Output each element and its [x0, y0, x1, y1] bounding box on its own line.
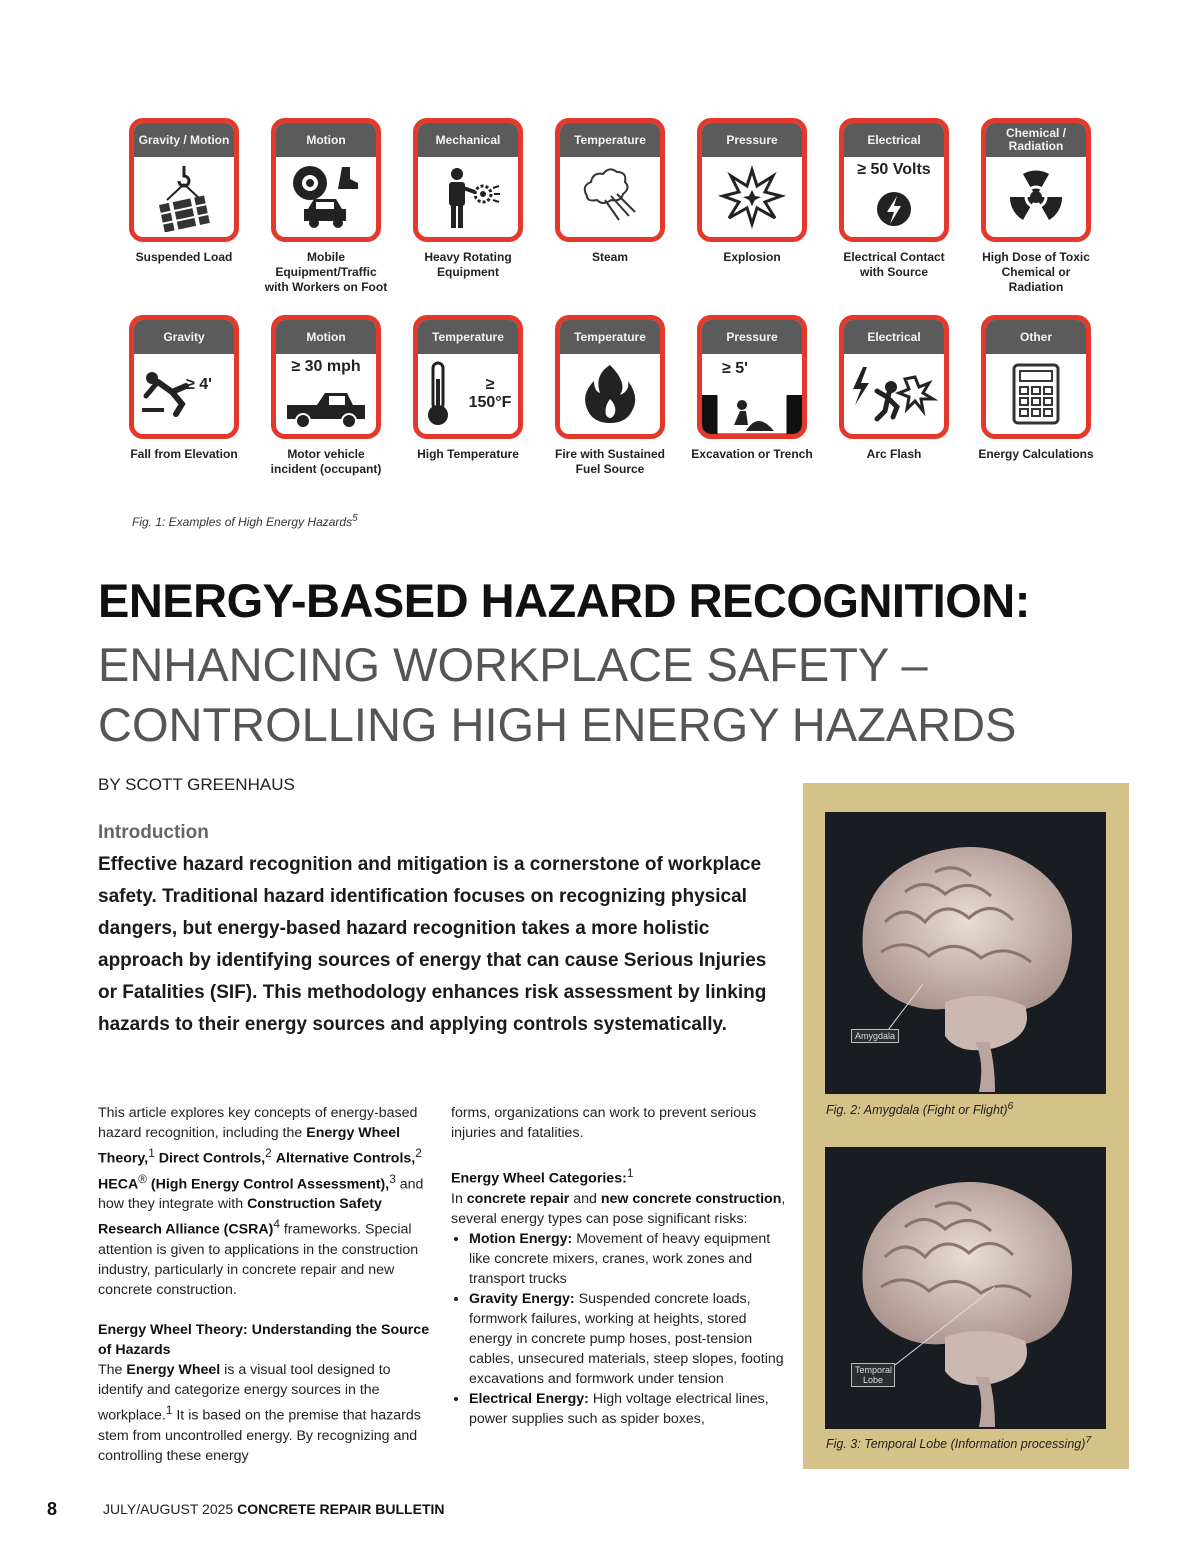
hazard-category: Temperature [418, 320, 518, 354]
paragraph: forms, organizations can work to prevent serious injuries and fatalities. [451, 1105, 757, 1141]
brain-temporal-lobe-image [825, 1147, 1106, 1429]
arc-flash-icon [849, 359, 939, 429]
explosion-icon [717, 162, 787, 232]
mobile-equipment-icon [286, 161, 366, 233]
article-title: ENERGY-BASED HAZARD RECOGNITION: [98, 574, 1030, 627]
hazard-card [839, 315, 949, 439]
page-number: 8 [47, 1499, 58, 1519]
body-column-1 [98, 1103, 438, 1486]
thermometer-icon [423, 359, 453, 429]
hazard-card [839, 118, 949, 242]
hazard-spec: ≥ 50 Volts [857, 161, 931, 178]
hazard-card [413, 118, 523, 242]
hazard-caption: Steam [591, 250, 629, 264]
hazard-category: Electrical [844, 320, 944, 354]
hazard-caption: Heavy Rotating Equipment [424, 250, 512, 279]
hazard-card [697, 118, 807, 242]
hazard-rotating-equipment [406, 118, 530, 280]
paragraph: The Energy Wheel is a visual tool designed to identify and categorize energy sources in the workplace.$^1$ It is based on the premise that hazards stem from uncontrolled energy. By recognizing and controlling these energy [98, 1362, 421, 1464]
section-heading-introduction: Introduction [98, 822, 209, 843]
hazard-card [697, 315, 807, 439]
hazard-spec: ≥ 30 mph [291, 358, 361, 375]
hazard-card [129, 315, 239, 439]
footnote-ref: 5 [352, 513, 358, 524]
lead-paragraph: Effective hazard recognition and mitigation is a cornerstone of workplace safety. Traditional hazard identification focuses on recognizing physical dangers, but energy-based hazard recognition takes a more holistic approach by identifying sources of energy that can cause Serious Injuries or Fatalities (SIF). This methodology enhances risk assessment by linking hazards to their energy sources and applying controls systematically. [98, 854, 767, 1035]
hazard-caption: Excavation or Trench [691, 447, 813, 461]
paragraph: In concrete repair and new concrete construction, several energy types can pose significant risks: [451, 1190, 786, 1227]
paragraph: This article explores key concepts of energy-based hazard recognition, including the Energy Wheel Theory,$^1$ Direct Controls,$^2$ Alternative Controls,$^2$ HECA® (High Energy Control Assessment),$^3$ and how they integrate with Construction Safety Research Alliance (CSRA)$^4$ frameworks. Special attention is given to applications in the construction industry, particularly in concrete repair and new concrete construction. [98, 1105, 424, 1299]
hazard-steam [548, 118, 672, 265]
hazard-category: Temperature [560, 123, 660, 157]
hazard-high-temperature [406, 315, 530, 462]
hazard-arc-flash [832, 315, 956, 462]
hazard-category: Mechanical [418, 123, 518, 157]
article-subtitle: ENHANCING WORKPLACE SAFETY – CONTROLLING HIGH ENERGY HAZARDS [98, 638, 1017, 751]
hazard-card [981, 118, 1091, 242]
hazard-category: Motion [276, 320, 376, 354]
fire-icon [575, 359, 645, 429]
hazard-motor-vehicle [264, 315, 388, 477]
hazard-card [271, 315, 381, 439]
subheading: Energy Wheel Theory: Understanding the Source of Hazards [98, 1322, 430, 1359]
hazard-caption: Arc Flash [866, 447, 922, 461]
hazard-excavation [690, 315, 814, 462]
hazard-caption: Motor vehicle incident (occupant) [270, 447, 382, 476]
hazard-category: Gravity / Motion [134, 123, 234, 157]
hazard-caption: Explosion [723, 250, 781, 264]
hazard-suspended-load [122, 118, 246, 265]
hazard-spec: ≥ 4' [186, 376, 212, 393]
hazard-caption: Fall from Elevation [130, 447, 238, 461]
figure-sidebar [803, 783, 1129, 1469]
paragraph: Energy Wheel Categories:$^1$ [451, 1166, 634, 1187]
hazard-chemical-radiation [974, 118, 1098, 295]
temporal-lobe-label: Temporal Lobe [851, 1363, 895, 1387]
truck-icon [283, 383, 369, 433]
hazard-card [555, 118, 665, 242]
hazard-card [413, 315, 523, 439]
hazard-category: Chemical / Radiation [986, 123, 1086, 157]
byline: BY SCOTT GREENHAUS [98, 775, 295, 794]
hazard-category: Other [986, 320, 1086, 354]
hazard-caption: High Dose of Toxic Chemical or Radiation [982, 250, 1090, 294]
hazard-explosion [690, 118, 814, 265]
hazard-caption: Energy Calculations [978, 447, 1094, 461]
calculator-icon [1006, 361, 1066, 427]
hazard-category: Gravity [134, 320, 234, 354]
hazard-card [555, 315, 665, 439]
brain-icon [825, 812, 1106, 1094]
hazard-fall-from-elevation [122, 315, 246, 462]
list-item: • Motion Energy: Movement of heavy equipment like concrete mixers, cranes, work zones and transport trucks [469, 1229, 786, 1289]
falling-person-icon [138, 364, 208, 424]
hazard-spec: ≥ 150°F [468, 376, 512, 411]
paragraph [98, 1320, 438, 1360]
hazard-caption: High Temperature [417, 447, 519, 461]
hazard-category: Pressure [702, 320, 802, 354]
hazard-card [981, 315, 1091, 439]
hazard-category: Motion [276, 123, 376, 157]
energy-list [451, 1229, 786, 1429]
hazard-electrical-contact [832, 118, 956, 280]
trench-icon [702, 375, 802, 435]
hazard-caption: Mobile Equipment/Traffic with Workers on Foot [264, 250, 388, 294]
hazard-fire [548, 315, 672, 477]
hazard-category: Pressure [702, 123, 802, 157]
list-item: • Gravity Energy: Suspended concrete loads, formwork failures, working at heights, stored energy in concrete pump hoses, post-tension cables, unsecured materials, steep slopes, footing excavations and formwork under tension [469, 1289, 786, 1389]
hazard-caption: Fire with Sustained Fuel Source [554, 447, 665, 476]
hazard-caption: Suspended Load [135, 250, 233, 264]
steam-icon [575, 162, 645, 232]
radiation-icon [1001, 162, 1071, 232]
hazard-energy-calculations [974, 315, 1098, 462]
hazard-card [129, 118, 239, 242]
subheading: Energy Wheel Categories: [451, 1170, 627, 1187]
hazard-category: Temperature [560, 320, 660, 354]
hazard-spec: ≥ 5' [722, 360, 748, 377]
lightning-icon [859, 174, 929, 242]
brain-amygdala-image [825, 812, 1106, 1094]
hazard-card [271, 118, 381, 242]
rotating-equipment-icon [433, 162, 503, 232]
footer-publication: JULY/AUGUST 2025 CONCRETE REPAIR BULLETIN [103, 1501, 445, 1517]
body-column-2 [451, 1103, 786, 1429]
hazard-mobile-equipment [264, 118, 388, 295]
hazard-category: Electrical [844, 123, 944, 157]
suspended-load-icon [149, 162, 219, 232]
amygdala-label: Amygdala [851, 1029, 899, 1043]
figure-1-caption: Fig. 1: Examples of High Energy Hazards$^5$ [132, 513, 358, 529]
list-item: • Electrical Energy: High voltage electrical lines, power supplies such as spider boxes, [469, 1389, 786, 1429]
figure-2-caption: Fig. 2: Amygdala (Fight or Flight)$^6$ [826, 1101, 1014, 1118]
figure-3-caption: Fig. 3: Temporal Lobe (Information processing)$^7$ [826, 1435, 1092, 1452]
hazard-caption: Electrical Contact with Source [843, 250, 945, 279]
